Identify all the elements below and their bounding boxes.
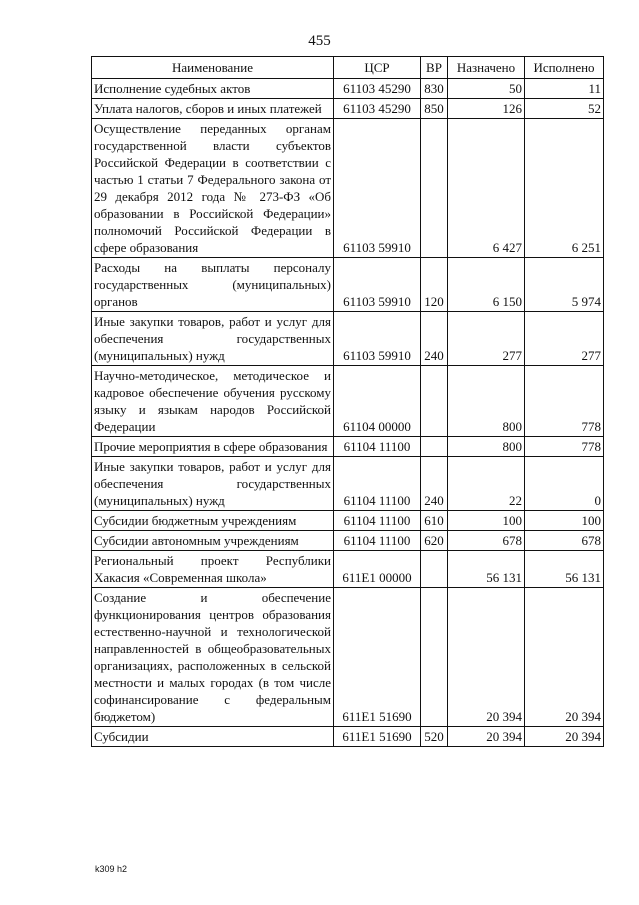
cell-code: 61103 59910 — [334, 312, 421, 366]
cell-vr: 240 — [421, 457, 448, 511]
budget-table — [91, 56, 604, 747]
table-row — [92, 119, 604, 258]
header-executed: Исполнено — [525, 57, 604, 79]
cell-assigned: 20 394 — [448, 727, 525, 747]
table-row — [92, 312, 604, 366]
cell-assigned: 277 — [448, 312, 525, 366]
header-name: Наименование — [92, 57, 334, 79]
cell-name: Иные закупки товаров, работ и услуг для обеспечения государственных (муниципальных) нужд — [92, 457, 334, 511]
cell-executed: 11 — [525, 79, 604, 99]
cell-assigned: 20 394 — [448, 588, 525, 727]
cell-name: Прочие мероприятия в сфере образования — [92, 437, 334, 457]
cell-assigned: 6 427 — [448, 119, 525, 258]
cell-assigned: 126 — [448, 99, 525, 119]
cell-vr: 610 — [421, 511, 448, 531]
cell-assigned: 56 131 — [448, 551, 525, 588]
cell-name: Уплата налогов, сборов и иных платежей — [92, 99, 334, 119]
cell-executed: 277 — [525, 312, 604, 366]
table-row — [92, 551, 604, 588]
cell-executed: 6 251 — [525, 119, 604, 258]
cell-code: 611E1 00000 — [334, 551, 421, 588]
table-row — [92, 588, 604, 727]
cell-code: 61104 11100 — [334, 457, 421, 511]
table-row — [92, 437, 604, 457]
cell-vr: 240 — [421, 312, 448, 366]
cell-assigned: 22 — [448, 457, 525, 511]
cell-vr: 850 — [421, 99, 448, 119]
cell-name: Осуществление переданных органам государственной власти субъектов Российской Федерации в соответствии с частью 1 статьи 7 Федерального закона от 29 декабря 2012 года № 273-ФЗ «Об образовании в Российской Федерации» полномочий Российской Федерации в сфере образования — [92, 119, 334, 258]
cell-vr: 120 — [421, 258, 448, 312]
cell-executed: 778 — [525, 437, 604, 457]
cell-name: Расходы на выплаты персоналу государственных (муниципальных) органов — [92, 258, 334, 312]
table-header-row — [92, 57, 604, 79]
cell-vr: 520 — [421, 727, 448, 747]
table-row — [92, 531, 604, 551]
cell-executed: 52 — [525, 99, 604, 119]
cell-vr — [421, 551, 448, 588]
cell-vr — [421, 366, 448, 437]
cell-code: 61103 59910 — [334, 258, 421, 312]
cell-code: 61103 59910 — [334, 119, 421, 258]
cell-executed: 778 — [525, 366, 604, 437]
cell-code: 611E1 51690 — [334, 588, 421, 727]
cell-code: 61104 00000 — [334, 366, 421, 437]
cell-name: Исполнение судебных актов — [92, 79, 334, 99]
cell-vr — [421, 437, 448, 457]
cell-code: 61103 45290 — [334, 99, 421, 119]
cell-executed: 20 394 — [525, 727, 604, 747]
table-row — [92, 99, 604, 119]
header-vr: ВР — [421, 57, 448, 79]
cell-name: Субсидии — [92, 727, 334, 747]
table-row — [92, 258, 604, 312]
cell-executed: 0 — [525, 457, 604, 511]
cell-name: Региональный проект Республики Хакасия «Современная школа» — [92, 551, 334, 588]
cell-name: Субсидии автономным учреждениям — [92, 531, 334, 551]
cell-code: 611E1 51690 — [334, 727, 421, 747]
cell-executed: 20 394 — [525, 588, 604, 727]
cell-executed: 56 131 — [525, 551, 604, 588]
table-row — [92, 511, 604, 531]
cell-assigned: 800 — [448, 366, 525, 437]
cell-assigned: 50 — [448, 79, 525, 99]
cell-code: 61104 11100 — [334, 437, 421, 457]
cell-name: Создание и обеспечение функционирования центров образования естественно-научной и технологической направленностей в общеобразовательных организациях, расположенных в сельской местности и малых городах (в том числе софинансирование с федеральным бюджетом) — [92, 588, 334, 727]
header-code: ЦСР — [334, 57, 421, 79]
cell-vr: 620 — [421, 531, 448, 551]
cell-vr: 830 — [421, 79, 448, 99]
cell-code: 61103 45290 — [334, 79, 421, 99]
table-row — [92, 457, 604, 511]
footer-code: k309 h2 — [95, 864, 128, 874]
table-row — [92, 79, 604, 99]
header-assigned: Назначено — [448, 57, 525, 79]
cell-vr — [421, 588, 448, 727]
cell-assigned: 800 — [448, 437, 525, 457]
cell-name: Субсидии бюджетным учреждениям — [92, 511, 334, 531]
cell-vr — [421, 119, 448, 258]
page-number: 455 — [308, 33, 331, 49]
cell-name: Иные закупки товаров, работ и услуг для обеспечения государственных (муниципальных) нужд — [92, 312, 334, 366]
cell-assigned: 100 — [448, 511, 525, 531]
cell-name: Научно-методическое, методическое и кадровое обеспечение обучения русскому языку и языкам народов Российской Федерации — [92, 366, 334, 437]
cell-code: 61104 11100 — [334, 511, 421, 531]
cell-assigned: 678 — [448, 531, 525, 551]
table-row — [92, 727, 604, 747]
cell-code: 61104 11100 — [334, 531, 421, 551]
cell-assigned: 6 150 — [448, 258, 525, 312]
cell-executed: 5 974 — [525, 258, 604, 312]
cell-executed: 678 — [525, 531, 604, 551]
table-row — [92, 366, 604, 437]
cell-executed: 100 — [525, 511, 604, 531]
